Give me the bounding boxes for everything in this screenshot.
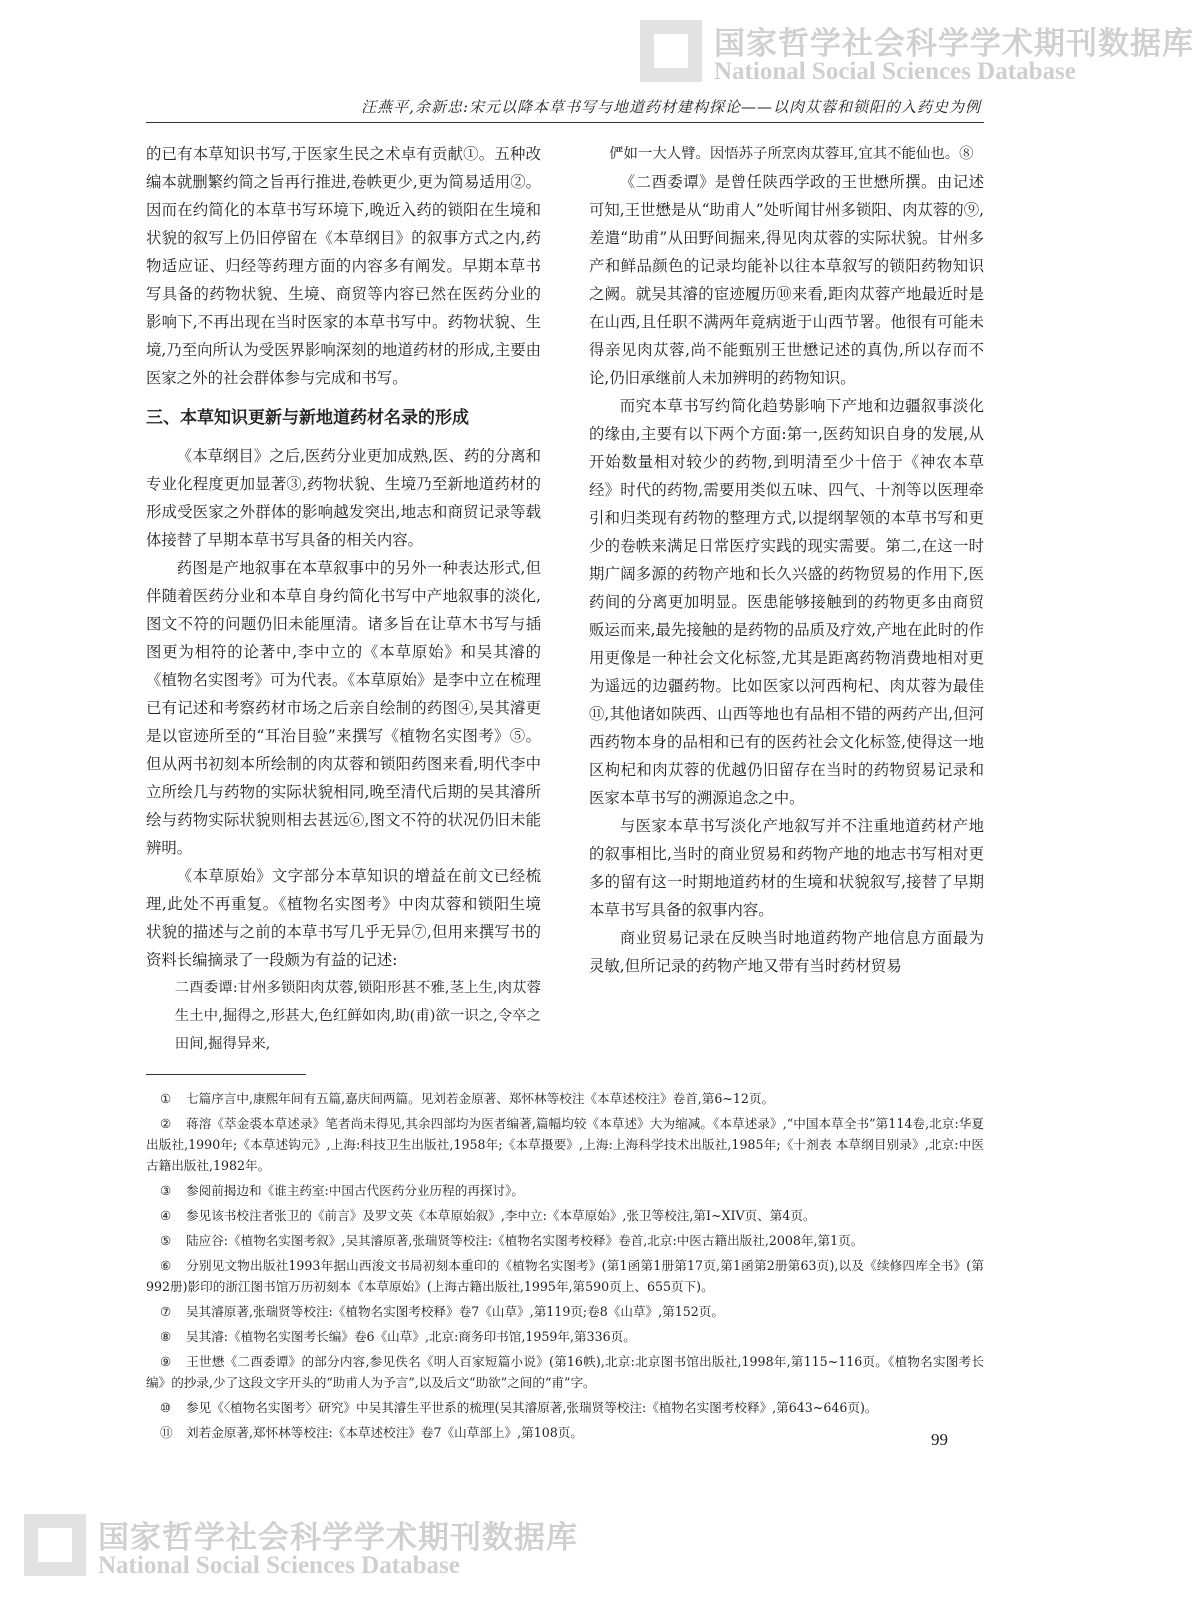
footnote-mark: ⑨ <box>160 1354 172 1369</box>
paragraph: 商业贸易记录在反映当时地道药物产地信息方面最为灵敏,但所记录的药物产地又带有当时药材贸易 <box>589 929 984 975</box>
footnote-mark: ⑩ <box>160 1400 172 1415</box>
footnote-text: 刘若金原著,郑怀林等校注:《本草述校注》卷7《山草部上》,第108页。 <box>186 1425 583 1440</box>
footnote <box>146 1230 984 1251</box>
watermark-title-cn: 国家哲学社会科学学术期刊数据库 <box>714 26 1194 62</box>
footnote-text: 蒋溶《萃金裘本草述录》笔者尚未得见,其余四部均为医者编著,篇幅均较《本草述》大为缩减。《本草述录》,“中国本草全书”第114卷,北京:华夏出版社,1990年;《本草述钩元》,上海:科技卫生出版社,1958年;《本草摄要》,上海:上海科学技术出版社,1985年;《十剂表 本草纲目别录》,北京:中医古籍出版社,1982年。 <box>146 1116 984 1173</box>
footnote <box>146 1351 984 1393</box>
footnote <box>146 1255 984 1297</box>
footnote-mark: ⑧ <box>160 1329 172 1344</box>
watermark-bottom <box>24 1512 578 1588</box>
footnote <box>146 1180 984 1201</box>
header-rule <box>146 122 984 123</box>
right-column <box>589 140 984 980</box>
footnote-mark: ③ <box>160 1183 172 1198</box>
footnote <box>146 1422 984 1443</box>
footnote-mark: ⑥ <box>160 1258 172 1273</box>
block-quote: 二酉委谭:甘州多锁阳肉苁蓉,锁阳形甚不雅,茎上生,肉苁蓉生土中,掘得之,形甚大,色红鲜如肉,助(甫)欲一识之,令卒之田间,掘得异来, <box>174 980 541 1052</box>
paragraph: 而究本草书写约简化趋势影响下产地和边疆叙事淡化的缘由,主要有以下两个方面:第一,医药知识自身的发展,从开始数量相对较少的药物,到明清至少十倍于《神农本草经》时代的药物,需要用类似五味、四气、十剂等以医理牵引和归类现有药物的整理方式,以提纲挈领的本草书写和更少的卷帙来满足日常医疗实践的现实需要。第二,在这一时期广阔多源的药物产地和长久兴盛的药物贸易的作用下,医药间的分离更加明显。医患能够接触到的药物更多由商贸贩运而来,最先接触的是药物的品质及疗效,产地在此时的作用更像是一种社会文化标签,尤其是距离药物消费地相对更为遥远的边疆药物。比如医家以河西枸杞、肉苁蓉为最佳⑪,其他诸如陕西、山西等地也有品相不错的两药产出,但河西药物本身的品相和已有的医药社会文化标签,使得这一地区枸杞和肉苁蓉的优越仍旧留存在当时的药物贸易记录和医家本草书写的溯源追念之中。 <box>589 397 984 807</box>
footnote-text: 分别见文物出版社1993年据山西浚文书局初刻本重印的《植物名实图考》(第1函第1册第17页,第1函第2册第63页),以及《续修四库全书》(第992册)影印的浙江图书馆万历初刻本《本草原始》(上海古籍出版社,1995年,第590页上、655页下)。 <box>146 1258 984 1294</box>
footnotes <box>146 1088 984 1447</box>
footnote-mark: ⑪ <box>160 1425 173 1440</box>
footnote-text: 吴其濬原著,张瑞贤等校注:《植物名实图考校释》卷7《山草》,第119页;卷8《山草》,第152页。 <box>186 1304 724 1319</box>
paragraph: 《本草纲目》之后,医药分业更加成熟,医、药的分离和专业化程度更加显著③,药物状貌、生境乃至新地道药材的形成受医家之外群体的影响越发突出,地志和商贸记录等载体接替了早期本草书写具备的相关内容。 <box>146 447 541 549</box>
footnote <box>146 1397 984 1418</box>
footnote <box>146 1301 984 1322</box>
footnote-separator <box>146 1074 306 1075</box>
running-head: 汪燕平,余新忠:宋元以降本草书写与地道药材建构探论——以肉苁蓉和锁阳的入药史为例 <box>361 98 981 116</box>
footnote-text: 陆应谷:《植物名实图考叙》,吴其濬原著,张瑞贤等校注:《植物名实图考校释》卷首,北京:中医古籍出版社,2008年,第1页。 <box>186 1233 864 1248</box>
paragraph: 的已有本草知识书写,于医家生民之术卓有贡献①。五种改编本就删繁约简之旨再行推进,卷帙更少,更为简易适用②。因而在约简化的本草书写环境下,晚近入药的锁阳在生境和状貌的叙写上仍旧停留在《本草纲目》的叙事方式之内,药物适应证、归经等药理方面的内容多有阐发。早期本草书写具备的药物状貌、生境、商贸等内容已然在医药分业的影响下,不再出现在当时医家的本草书写中。药物状貌、生境,乃至向所认为受医界影响深刻的地道药材的形成,主要由医家之外的社会群体参与完成和书写。 <box>146 145 541 387</box>
page-number: 99 <box>931 1430 948 1449</box>
section-heading: 三、本草知识更新与新地道药材名录的形成 <box>146 408 469 428</box>
footnote-mark: ⑦ <box>160 1304 172 1319</box>
footnote-text: 参见《〈植物名实图考〉研究》中吴其濬生平世系的梳理(吴其濬原著,张瑞贤等校注:《植物名实图考校释》,第643~646页)。 <box>186 1400 878 1415</box>
footnote-mark: ② <box>160 1116 172 1131</box>
footnote <box>146 1088 984 1109</box>
footnote-mark: ④ <box>160 1208 172 1223</box>
left-column <box>146 140 541 1058</box>
footnote-text: 王世懋《二酉委谭》的部分内容,参见佚名《明人百家短篇小说》(第16帙),北京:北京图书馆出版社,1998年,第115~116页。《植物名实图考长编》的抄录,少了这段文字开头的“助甫人为予言”,以及后文“助欲”之间的“甫”字。 <box>146 1354 984 1390</box>
footnote-text: 七篇序言中,康熙年间有五篇,嘉庆间两篇。见刘若金原著、郑怀林等校注《本草述校注》卷首,第6~12页。 <box>186 1091 775 1106</box>
footnote-text: 参阅前揭边和《谁主药室:中国古代医药分业历程的再探讨》。 <box>186 1183 524 1198</box>
watermark-top <box>640 18 1194 98</box>
footnote-text: 参见该书校注者张卫的《前言》及罗文英《本草原始叙》,李中立:《本草原始》,张卫等校注,第Ⅰ~XIV页、第4页。 <box>186 1208 816 1223</box>
paragraph: 《本草原始》文字部分本草知识的增益在前文已经梳理,此处不再重复。《植物名实图考》中肉苁蓉和锁阳生境状貌的描述与之前的本草书写几乎无异⑦,但用来撰写书的资料长编摘录了一段颇为有益的记述: <box>146 867 541 969</box>
footnote <box>146 1326 984 1347</box>
watermark-title-en: National Social Sciences Database <box>98 1552 460 1579</box>
footnote-text: 吴其濬:《植物名实图考长编》卷6《山草》,北京:商务印书馆,1959年,第336页。 <box>186 1329 636 1344</box>
paragraph: 《二酉委谭》是曾任陕西学政的王世懋所撰。由记述可知,王世懋是从“助甫人”处听闻甘州多锁阳、肉苁蓉的⑨,差遣“助甫”从田野间掘来,得见肉苁蓉的实际状貌。甘州多产和鲜品颜色的记录均能补以往本草叙写的锁阳药物知识之阙。就吴其濬的宦迹履历⑩来看,距肉苁蓉产地最近时是在山西,且任职不满两年竟病逝于山西节署。他很有可能未得亲见肉苁蓉,尚不能甄别王世懋记述的真伪,所以存而不论,仍旧承继前人未加辨明的药物知识。 <box>589 173 984 387</box>
database-logo-icon <box>24 1514 86 1576</box>
block-quote-continued: 俨如一大人臂。因悟苏子所烹肉苁蓉耳,宜其不能仙也。⑧ <box>609 146 974 162</box>
footnote <box>146 1113 984 1176</box>
watermark-title-en: National Social Sciences Database <box>714 58 1076 85</box>
footnote-mark: ⑤ <box>160 1233 172 1248</box>
database-logo-icon <box>640 20 702 82</box>
paragraph: 与医家本草书写淡化产地叙写并不注重地道药材产地的叙事相比,当时的商业贸易和药物产地的地志书写相对更多的留有这一时期地道药材的生境和状貌叙写,接替了早期本草书写具备的叙事内容。 <box>589 817 984 919</box>
watermark-title-cn: 国家哲学社会科学学术期刊数据库 <box>98 1520 578 1556</box>
footnote <box>146 1205 984 1226</box>
footnote-mark: ① <box>160 1091 172 1106</box>
paragraph: 药图是产地叙事在本草叙事中的另外一种表达形式,但伴随着医药分业和本草自身约简化书写中产地叙事的淡化,图文不符的问题仍旧未能厘清。诸多旨在让草木书写与插图更为相符的论著中,李中立的《本草原始》和吴其濬的《植物名实图考》可为代表。《本草原始》是李中立在梳理已有记述和考察药材市场之后亲自绘制的药图④,吴其濬更是以宦迹所至的“耳治目验”来撰写《植物名实图考》⑤。但从两书初刻本所绘制的肉苁蓉和锁阳药图来看,明代李中立所绘几与药物的实际状貌相同,晚至清代后期的吴其濬所绘与药物实际状貌则相去甚远⑥,图文不符的状况仍旧未能辨明。 <box>146 559 541 857</box>
